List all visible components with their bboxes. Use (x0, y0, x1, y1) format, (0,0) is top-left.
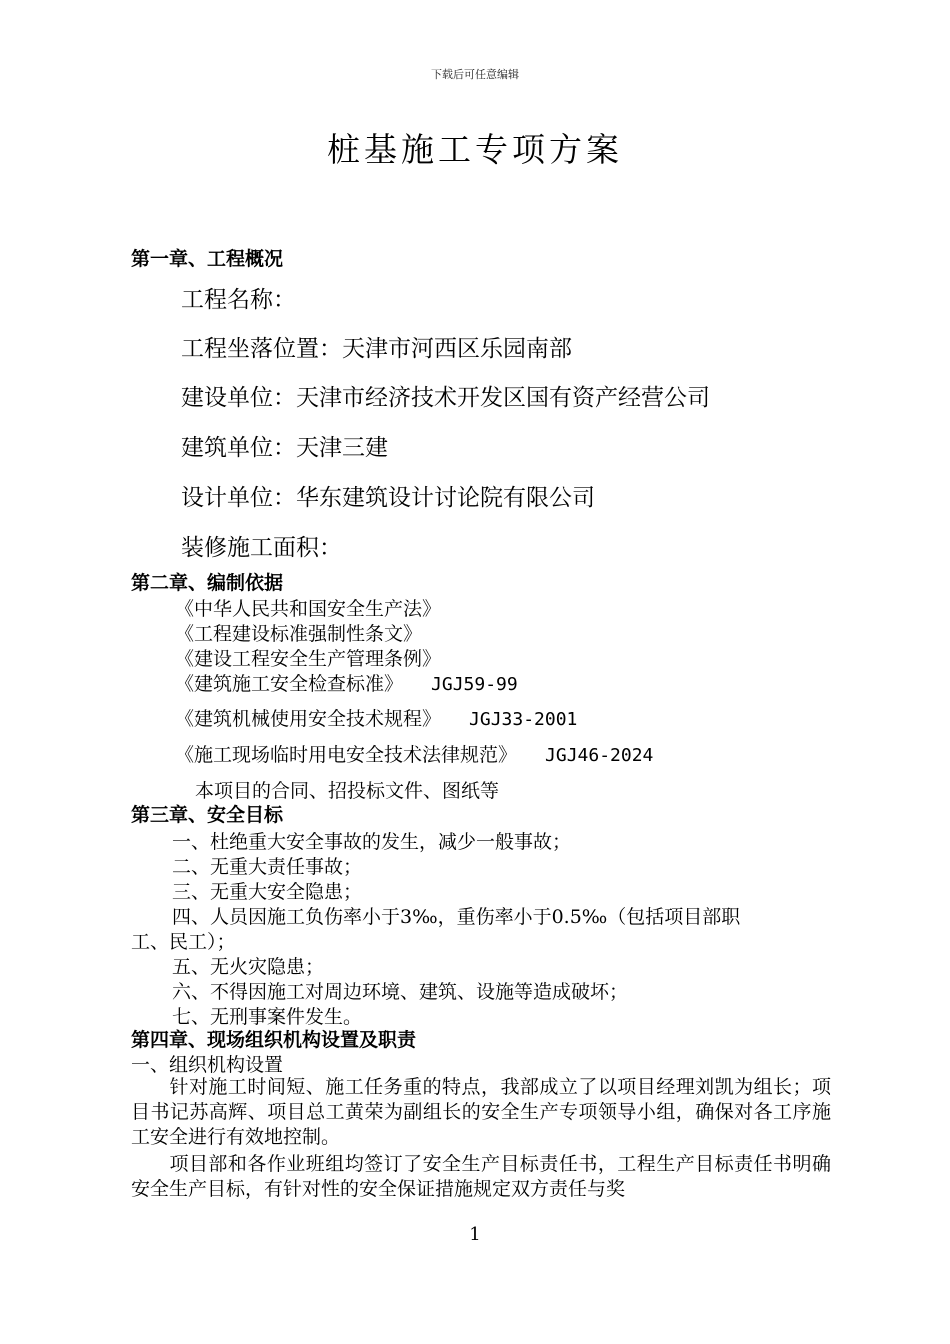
design-unit: 设计单位：华东建筑设计讨论院有限公司 (181, 485, 595, 511)
standard-name: 《建筑机械使用安全技术规程》 (175, 708, 442, 730)
paragraph-text: 项目部和各作业班组均签订了安全生产目标责任书，工程生产目标责任书明确安全生产目标，有针对性的安全保证措施规定双方责任与奖 (131, 1153, 831, 1200)
standard-name: 《工程建设标准强制性条文》 (175, 623, 423, 645)
header-note: 下载后可任意编辑 (431, 68, 519, 81)
chapter1-heading: 第一章、工程概况 (131, 248, 284, 270)
standard-name: 《建设工程安全生产管理条例》 (175, 648, 442, 670)
project-location: 工程坐落位置：天津市河西区乐园南部 (181, 336, 572, 362)
standard-name: 《施工现场临时用电安全技术法律规范》 (175, 744, 518, 766)
construction-unit: 建设单位：天津市经济技术开发区国有资产经营公司 (181, 385, 710, 411)
standard-code: JGJ33-2001 (469, 709, 578, 730)
standard-item (175, 704, 577, 731)
paragraph (131, 1152, 831, 1202)
standard-name: 《建筑施工安全检查标准》 (175, 673, 404, 695)
goal-item: 五、无火灾隐患； (172, 956, 325, 978)
standard-item (175, 740, 653, 767)
standard-code: JGJ59-99 (431, 674, 518, 695)
document-title: 桩基施工专项方案 (327, 130, 623, 169)
paragraph-text: 针对施工时间短、施工任务重的特点，我部成立了以项目经理刘凯为组长；项目书记苏高辉、项目总工黄荣为副组长的安全生产专项领导小组，确保对各工序施工安全进行有效地控制。 (131, 1076, 831, 1148)
standard-name: 《中华人民共和国安全生产法》 (175, 598, 442, 620)
standard-item (175, 644, 441, 671)
paragraph (131, 1075, 831, 1150)
section-heading: 一、组织机构设置 (131, 1054, 284, 1076)
decoration-area: 装修施工面积： (181, 535, 342, 561)
chapter4-heading: 第四章、现场组织机构设置及职责 (131, 1029, 417, 1051)
goal-item: 二、无重大责任事故； (172, 856, 363, 878)
chapter2-heading: 第二章、编制依据 (131, 572, 284, 594)
goal-item: 三、无重大安全隐患； (172, 881, 363, 903)
project-name: 工程名称： (181, 287, 296, 313)
standard-item (175, 619, 422, 646)
goal-item: 一、杜绝重大安全事故的发生，减少一般事故； (172, 831, 572, 853)
chapter3-heading: 第三章、安全目标 (131, 804, 284, 826)
building-unit: 建筑单位：天津三建 (181, 435, 388, 461)
standard-code: JGJ46-2024 (545, 745, 654, 766)
standard-item (175, 669, 518, 696)
goal-item-continued: 工、民工）； (131, 931, 236, 953)
goal-item: 七、无刑事案件发生。 (172, 1006, 363, 1028)
standard-item (175, 594, 441, 621)
goal-item: 六、不得因施工对周边环境、建筑、设施等造成破坏； (172, 981, 629, 1003)
page-number: 1 (469, 1224, 481, 1245)
goal-item: 四、人员因施工负伤率小于3‰，重伤率小于0.5‰（包括项目部职 (172, 906, 741, 928)
basis-extra: 本项目的合同、招投标文件、图纸等 (195, 780, 500, 802)
